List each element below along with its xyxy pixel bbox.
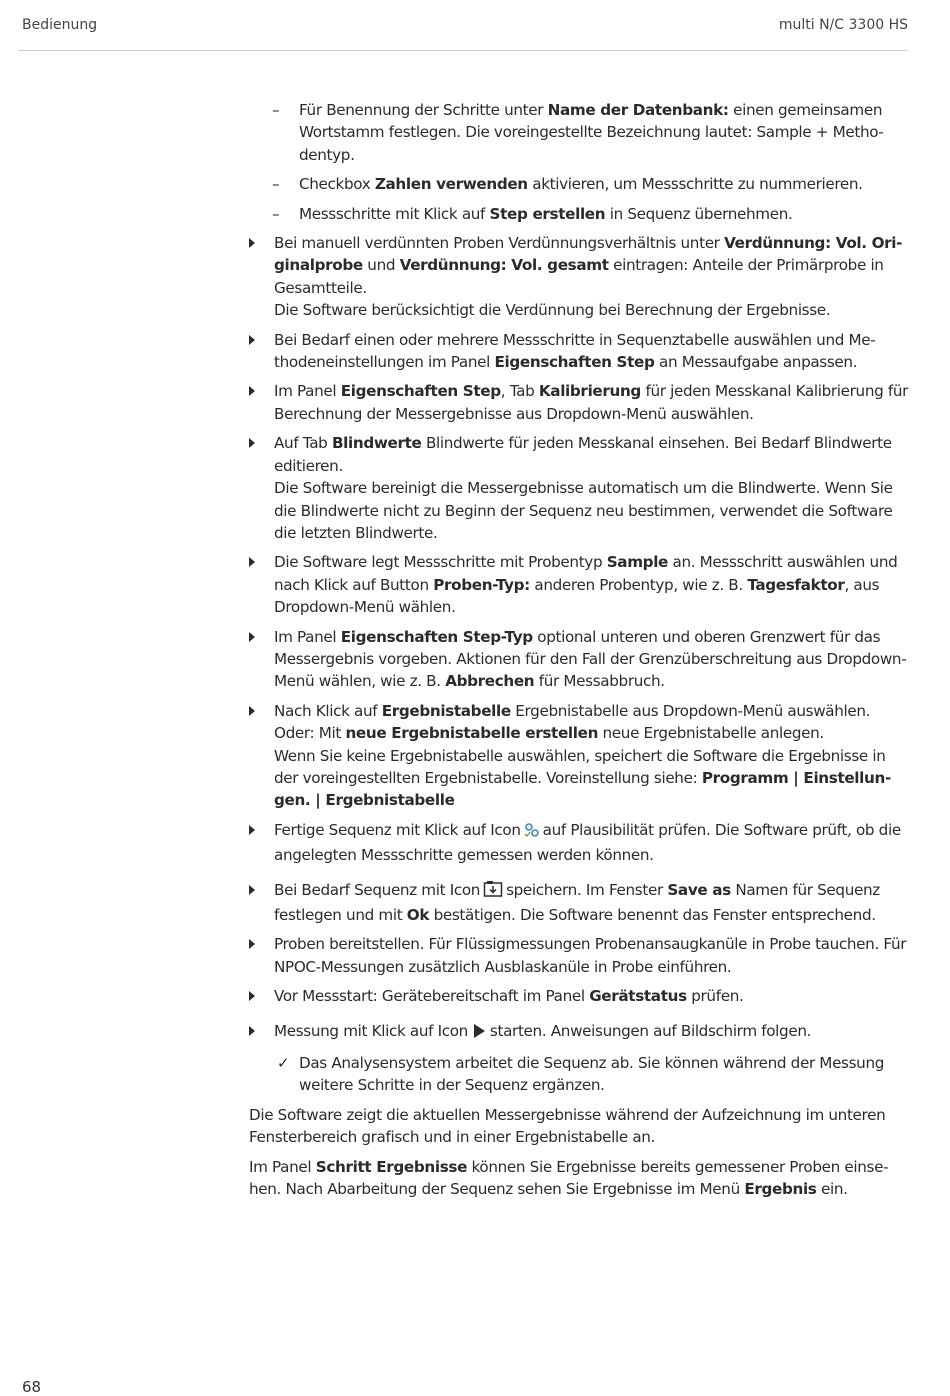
bullet-arrow: [249, 1026, 255, 1036]
step-prepare-samples: Proben bereitstellen. Für Flüssigmessungen Probenansaugkanüle in Probe tauchen. Für NPOC-Messungen zusätzlich Ausblaskanüle in Probe einführen.: [249, 933, 909, 978]
step-device-status: Vor Messstart: Gerätebereitschaft im Panel Gerätstatus prüfen.: [249, 985, 909, 1007]
step-plausibility-check: Fertige Sequenz mit Klick auf Icon auf Plausibilität prüfen. Die Software prüft, ob die angelegten Messschritte gemessen werden können.: [249, 819, 909, 867]
step-calibration: Im Panel Eigenschaften Step, Tab Kalibrierung für jeden Messkanal Kalibrierung für Berechnung der Messergebnisse aus Dropdown-Menü auswählen.: [249, 380, 909, 425]
step-save-sequence: Bei Bedarf Sequenz mit Icon speichern. Im Fenster Save as Namen für Sequenz festlegen und mit Ok bestätigen. Die Software benennt das Fenster entsprechend.: [249, 879, 909, 927]
step-method-settings: Bei Bedarf einen oder mehrere Messschritte in Sequenztabelle auswählen und Methodeneinstellungen im Panel Eigenschaften Step an Messaufgabe anpassen.: [249, 329, 909, 374]
header-section-title: Bedienung: [22, 17, 98, 33]
dash-marker: –: [272, 101, 280, 119]
step-sample-type: Die Software legt Messschritte mit Probentyp Sample an. Messschritt auswählen und nach Klick auf Button Proben-Typ: anderen Probentyp, wie z. B. Tagesfaktor, aus Dropdown-Menü wählen.: [249, 551, 909, 618]
step-start-measurement: Messung mit Klick auf Icon starten. Anweisungen auf Bildschirm folgen.: [249, 1020, 909, 1045]
checkmark-icon: ✓: [277, 1054, 290, 1073]
step-dilution: Bei manuell verdünnten Proben Verdünnungsverhältnis unter Verdünnung: Vol. Originalprobe und Verdünnung: Vol. gesamt eintragen: Anteile der Primärprobe in Gesamtteile. Die Software berücksichtigt die Verdünnung bei Berechnung der Ergebnisse.: [249, 232, 909, 322]
dash-marker: –: [272, 175, 280, 194]
page-header: [18, 0, 908, 51]
dash-marker: –: [272, 204, 280, 223]
sub-step-database-name: – Für Benennung der Schritte unter Name der Datenbank: einen gemeinsamen Wortstamm festlegen. Die voreingestellte Bezeichnung lautet: Sample + Methodentyp.: [272, 101, 884, 164]
result-check: ✓ Das Analysensystem arbeitet die Sequenz ab. Sie können während der Messung weitere Schritte in der Sequenz ergänzen.: [277, 1054, 885, 1095]
paragraph-results-display: Die Software zeigt die aktuellen Messergebnisse während der Aufzeichnung im unteren Fensterbereich grafisch und in einer Ergebnistabelle an.: [249, 1105, 886, 1147]
play-icon: [471, 1023, 487, 1045]
bullet-arrow: [249, 386, 255, 396]
bullet-arrow: [249, 991, 255, 1001]
bullet-arrow: [249, 706, 255, 716]
bullet-arrow: [249, 335, 255, 345]
sub-step-create-step: – Messschritte mit Klick auf Step erstellen in Sequenz übernehmen.: [249, 203, 909, 225]
header-product-name: multi N/C 3300 HS: [778, 17, 908, 33]
bullet-arrow: [249, 825, 255, 835]
plausibility-check-icon: [524, 822, 540, 844]
bullet-arrow: [249, 557, 255, 567]
step-result-table: Nach Klick auf Ergebnistabelle Ergebnistabelle aus Dropdown-Menü auswählen. Oder: Mit neue Ergebnistabelle erstellen neue Ergebnistabelle anlegen. Wenn Sie keine Ergebnistabelle auswählen, speichert die Software die Ergebnisse in der voreingestellten Ergebnistabelle. Voreinstellung siehe: Programm | Einstellungen. | Ergebnistabelle: [249, 700, 909, 812]
bullet-arrow: [249, 238, 255, 248]
bullet-arrow: [249, 885, 255, 895]
page-number: 68: [22, 1378, 42, 1396]
bullet-arrow: [249, 438, 255, 448]
bullet-arrow: [249, 632, 255, 642]
step-limit-values: Im Panel Eigenschaften Step-Typ optional unteren und oberen Grenzwert für das Messergebnis vorgeben. Aktionen für den Fall der Grenzüberschreitung aus Dropdown-Menü wählen, wie z. B. Abbrechen für Messabbruch.: [249, 626, 909, 693]
bullet-arrow: [249, 939, 255, 949]
paragraph-step-results: Im Panel Schritt Ergebnisse können Sie Ergebnisse bereits gemessener Proben einsehen. Nach Abarbeitung der Sequenz sehen Sie Ergebnisse im Menü Ergebnis ein.: [249, 1157, 889, 1199]
page-content: [249, 99, 909, 1207]
step-blank-values: Auf Tab Blindwerte Blindwerte für jeden Messkanal einsehen. Bei Bedarf Blindwerte editieren. Die Software bereinigt die Messergebnisse automatisch um die Blindwerte. Wenn Sie die Blindwerte nicht zu Beginn der Sequenz neu bestimmen, verwendet die Software die letzten Blindwerte.: [249, 432, 909, 544]
save-icon: [483, 880, 503, 904]
sub-step-use-numbers: – Checkbox Zahlen verwenden aktivieren, um Messschritte zu nummerieren.: [249, 173, 909, 195]
